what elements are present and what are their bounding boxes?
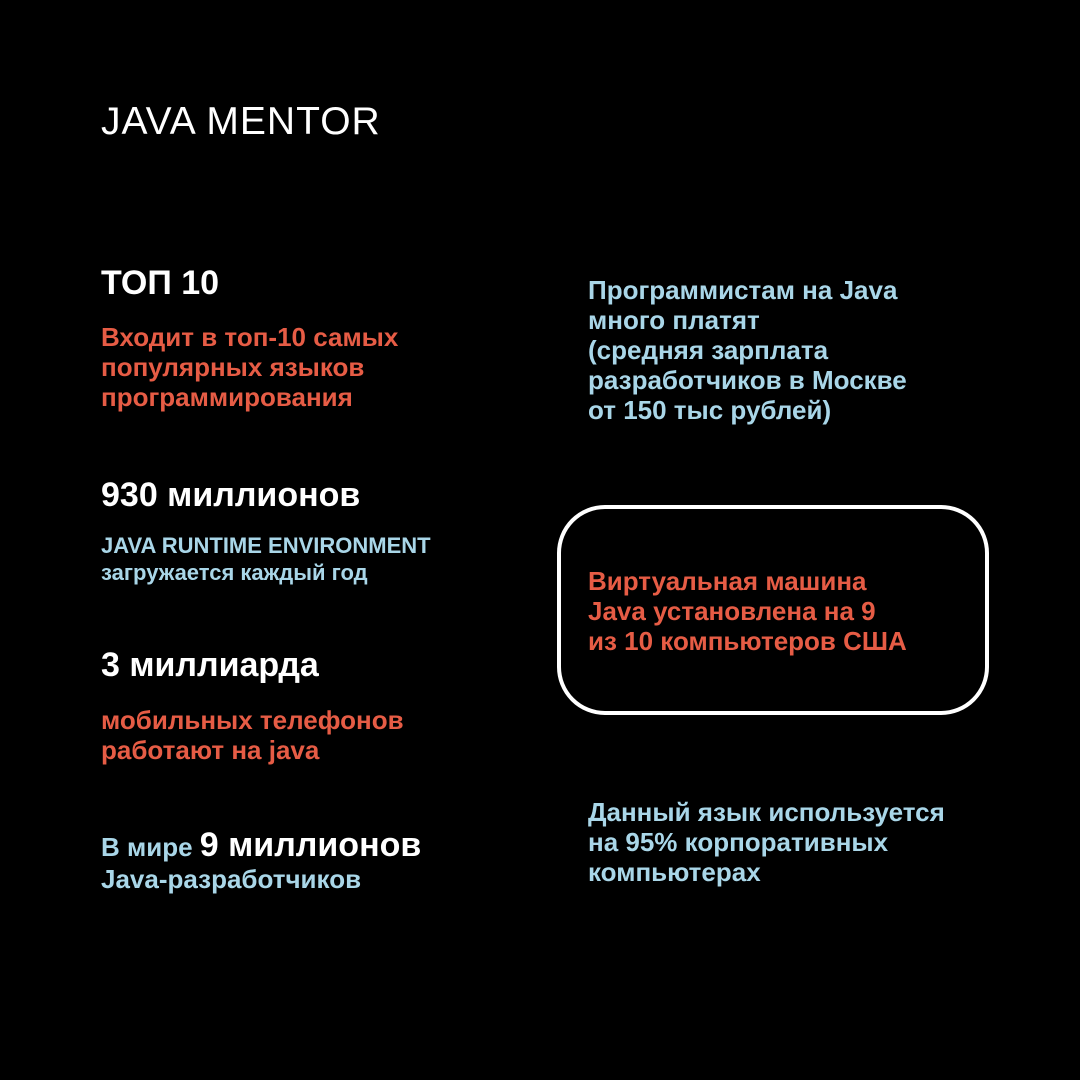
corporate-line-3: компьютерах	[588, 857, 761, 887]
top10-heading: ТОП 10	[101, 264, 220, 302]
salary-description	[588, 275, 907, 425]
mobile-heading: 3 миллиарда	[101, 646, 319, 684]
developers-prefix: В мире	[101, 832, 193, 862]
corporate-line-2: на 95% корпоративных	[588, 827, 889, 857]
mobile-description	[101, 705, 404, 765]
salary-line-1: Программистам на Java	[588, 275, 898, 305]
top10-line-1: Входит в топ-10 самых	[101, 322, 399, 352]
developers-suffix: Java-разработчиков	[101, 864, 362, 894]
corporate-description	[588, 797, 945, 887]
jvm-line-1: Виртуальная машина	[588, 566, 867, 596]
mobile-line-1: мобильных телефонов	[101, 705, 404, 735]
developers-highlight: 9 миллионов	[199, 826, 422, 864]
developers-block	[101, 826, 421, 892]
mobile-line-2: работают на java	[101, 735, 320, 765]
top10-description	[101, 322, 398, 412]
jvm-line-2: Java установлена на 9	[588, 596, 876, 626]
jvm-line-3: из 10 компьютеров США	[588, 626, 907, 656]
salary-line-3: (средняя зарплата	[588, 335, 829, 365]
salary-line-5: от 150 тыс рублей)	[588, 395, 832, 425]
developers-line-1	[101, 826, 421, 866]
corporate-line-1: Данный язык используется	[588, 797, 945, 827]
jre-line-2: загружается каждый год	[101, 560, 368, 585]
brand-title: JAVA MENTOR	[101, 100, 381, 143]
jvm-description	[588, 566, 907, 656]
top10-line-3: программирования	[101, 382, 353, 412]
jre-heading: 930 миллионов	[101, 476, 361, 514]
jre-description	[101, 532, 431, 586]
jre-line-1: JAVA RUNTIME ENVIRONMENT	[101, 533, 431, 558]
salary-line-2: много платят	[588, 305, 760, 335]
salary-line-4: разработчиков в Москве	[588, 365, 907, 395]
top10-line-2: популярных языков	[101, 352, 365, 382]
